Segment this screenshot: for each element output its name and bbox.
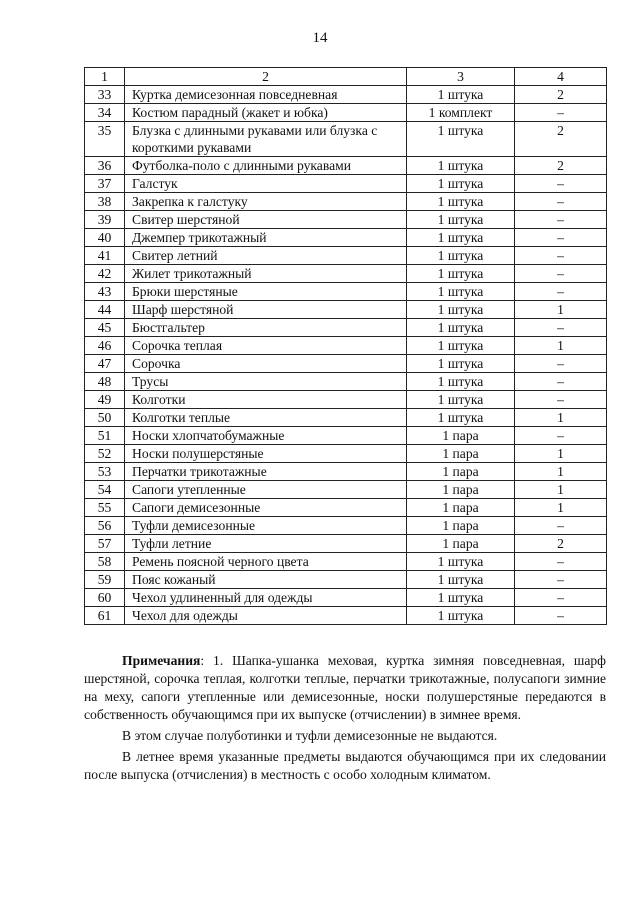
item-quantity: 1 пара [407, 481, 515, 499]
row-number: 33 [85, 86, 125, 104]
item-count: 1 [515, 337, 607, 355]
notes-paragraph-3: В летнее время указанные предметы выдаются обучающимся при их следовании после выпуска (отчисления) в местность с особо холодным климатом. [84, 749, 606, 782]
item-quantity: 1 штука [407, 122, 515, 157]
item-name: Чехол для одежды [125, 607, 407, 625]
item-quantity: 1 штука [407, 589, 515, 607]
table-row [85, 283, 607, 301]
item-name: Туфли летние [125, 535, 407, 553]
item-name: Костюм парадный (жакет и юбка) [125, 104, 407, 122]
item-count: – [515, 283, 607, 301]
row-number: 51 [85, 427, 125, 445]
item-count: – [515, 427, 607, 445]
item-quantity: 1 штука [407, 607, 515, 625]
item-count: – [515, 211, 607, 229]
item-quantity: 1 штука [407, 211, 515, 229]
notes-label: Примечания [122, 653, 201, 668]
row-number: 40 [85, 229, 125, 247]
row-number: 41 [85, 247, 125, 265]
row-number: 53 [85, 463, 125, 481]
item-count: – [515, 589, 607, 607]
item-name: Чехол удлиненный для одежды [125, 589, 407, 607]
header-cell: 1 [85, 68, 125, 86]
item-quantity: 1 штука [407, 409, 515, 427]
item-name: Колготки [125, 391, 407, 409]
item-count: 1 [515, 463, 607, 481]
table-row [85, 589, 607, 607]
row-number: 58 [85, 553, 125, 571]
table-row [85, 265, 607, 283]
row-number: 60 [85, 589, 125, 607]
item-count: 2 [515, 122, 607, 157]
item-quantity: 1 пара [407, 499, 515, 517]
table-row [85, 535, 607, 553]
table-row [85, 481, 607, 499]
item-name: Закрепка к галстуку [125, 193, 407, 211]
items-table-body [85, 68, 607, 625]
table-row [85, 337, 607, 355]
item-name: Галстук [125, 175, 407, 193]
item-name: Куртка демисезонная повседневная [125, 86, 407, 104]
row-number: 46 [85, 337, 125, 355]
item-name: Джемпер трикотажный [125, 229, 407, 247]
item-quantity: 1 штука [407, 283, 515, 301]
row-number: 59 [85, 571, 125, 589]
row-number: 37 [85, 175, 125, 193]
item-name: Пояс кожаный [125, 571, 407, 589]
item-quantity: 1 штука [407, 193, 515, 211]
table-row [85, 301, 607, 319]
item-count: – [515, 193, 607, 211]
item-name: Свитер летний [125, 247, 407, 265]
item-name: Туфли демисезонные [125, 517, 407, 535]
item-count: 1 [515, 481, 607, 499]
item-count: – [515, 229, 607, 247]
row-number: 52 [85, 445, 125, 463]
table-row [85, 211, 607, 229]
item-quantity: 1 штука [407, 247, 515, 265]
table-row [85, 104, 607, 122]
item-name: Жилет трикотажный [125, 265, 407, 283]
item-quantity: 1 штука [407, 319, 515, 337]
table-row [85, 427, 607, 445]
item-name: Брюки шерстяные [125, 283, 407, 301]
item-count: – [515, 571, 607, 589]
item-count: 2 [515, 535, 607, 553]
table-row [85, 86, 607, 104]
item-quantity: 1 штука [407, 175, 515, 193]
item-name: Футболка-поло с длинными рукавами [125, 157, 407, 175]
item-name: Носки полушерстяные [125, 445, 407, 463]
item-quantity: 1 штука [407, 337, 515, 355]
row-number: 54 [85, 481, 125, 499]
row-number: 61 [85, 607, 125, 625]
table-row [85, 373, 607, 391]
item-count: – [515, 319, 607, 337]
table-row [85, 499, 607, 517]
item-quantity: 1 пара [407, 517, 515, 535]
header-cell: 3 [407, 68, 515, 86]
table-row [85, 607, 607, 625]
item-name: Носки хлопчатобумажные [125, 427, 407, 445]
item-quantity: 1 штука [407, 229, 515, 247]
item-count: 2 [515, 157, 607, 175]
table-header-row [85, 68, 607, 86]
table-row [85, 445, 607, 463]
row-number: 57 [85, 535, 125, 553]
row-number: 44 [85, 301, 125, 319]
row-number: 47 [85, 355, 125, 373]
item-count: – [515, 247, 607, 265]
item-name: Свитер шерстяной [125, 211, 407, 229]
item-quantity: 1 штука [407, 571, 515, 589]
table-row [85, 193, 607, 211]
item-count: – [515, 355, 607, 373]
item-name: Колготки теплые [125, 409, 407, 427]
table-row [85, 229, 607, 247]
row-number: 38 [85, 193, 125, 211]
items-table [84, 67, 607, 625]
row-number: 49 [85, 391, 125, 409]
notes-paragraph-2: В этом случае полуботинки и туфли демисезонные не выдаются. [122, 728, 498, 743]
header-cell: 4 [515, 68, 607, 86]
table-row [85, 175, 607, 193]
item-count: 1 [515, 409, 607, 427]
item-quantity: 1 штука [407, 553, 515, 571]
table-row [85, 463, 607, 481]
table-row [85, 517, 607, 535]
item-count: 1 [515, 499, 607, 517]
row-number: 45 [85, 319, 125, 337]
row-number: 36 [85, 157, 125, 175]
row-number: 43 [85, 283, 125, 301]
page-number: 14 [312, 30, 328, 46]
item-count: – [515, 607, 607, 625]
row-number: 34 [85, 104, 125, 122]
table-row [85, 391, 607, 409]
item-name: Сапоги утепленные [125, 481, 407, 499]
item-name: Ремень поясной черного цвета [125, 553, 407, 571]
item-name: Блузка с длинными рукавами или блузка с короткими рукавами [125, 122, 407, 157]
row-number: 56 [85, 517, 125, 535]
item-quantity: 1 пара [407, 535, 515, 553]
table-row [85, 319, 607, 337]
row-number: 48 [85, 373, 125, 391]
item-quantity: 1 штука [407, 86, 515, 104]
table-row [85, 355, 607, 373]
item-name: Сорочка теплая [125, 337, 407, 355]
item-name: Бюстгальтер [125, 319, 407, 337]
item-quantity: 1 штука [407, 265, 515, 283]
item-quantity: 1 штука [407, 391, 515, 409]
table-row [85, 247, 607, 265]
row-number: 55 [85, 499, 125, 517]
item-quantity: 1 пара [407, 427, 515, 445]
table-row [85, 553, 607, 571]
item-count: – [515, 104, 607, 122]
table-row [85, 571, 607, 589]
item-count: 2 [515, 86, 607, 104]
item-count: – [515, 373, 607, 391]
notes-text-1: : 1. Шапка-ушанка меховая, куртка зимняя повседневная, шарф шерстяной, сорочка теплая, колготки теплые, перчатки трикотажные, полусапоги зимние на меху, сапоги утепленные или демисезонные, носки полушерстяные передаются в собственность обучающимся при их выпуске (отчислении) в зимнее время. [84, 653, 606, 722]
table-row [85, 409, 607, 427]
item-name: Перчатки трикотажные [125, 463, 407, 481]
item-quantity: 1 пара [407, 445, 515, 463]
item-quantity: 1 штука [407, 301, 515, 319]
item-count: – [515, 517, 607, 535]
item-name: Сорочка [125, 355, 407, 373]
table-row [85, 122, 607, 157]
item-quantity: 1 штука [407, 373, 515, 391]
header-cell: 2 [125, 68, 407, 86]
item-count: 1 [515, 301, 607, 319]
item-quantity: 1 штука [407, 157, 515, 175]
row-number: 50 [85, 409, 125, 427]
row-number: 42 [85, 265, 125, 283]
item-name: Сапоги демисезонные [125, 499, 407, 517]
notes-section [84, 652, 606, 784]
notes-paragraph-1 [84, 652, 606, 724]
item-quantity: 1 пара [407, 463, 515, 481]
item-quantity: 1 комплект [407, 104, 515, 122]
item-count: 1 [515, 445, 607, 463]
item-name: Трусы [125, 373, 407, 391]
row-number: 35 [85, 122, 125, 157]
item-count: – [515, 175, 607, 193]
row-number: 39 [85, 211, 125, 229]
item-quantity: 1 штука [407, 355, 515, 373]
item-count: – [515, 265, 607, 283]
item-count: – [515, 391, 607, 409]
table-row [85, 157, 607, 175]
item-count: – [515, 553, 607, 571]
item-name: Шарф шерстяной [125, 301, 407, 319]
